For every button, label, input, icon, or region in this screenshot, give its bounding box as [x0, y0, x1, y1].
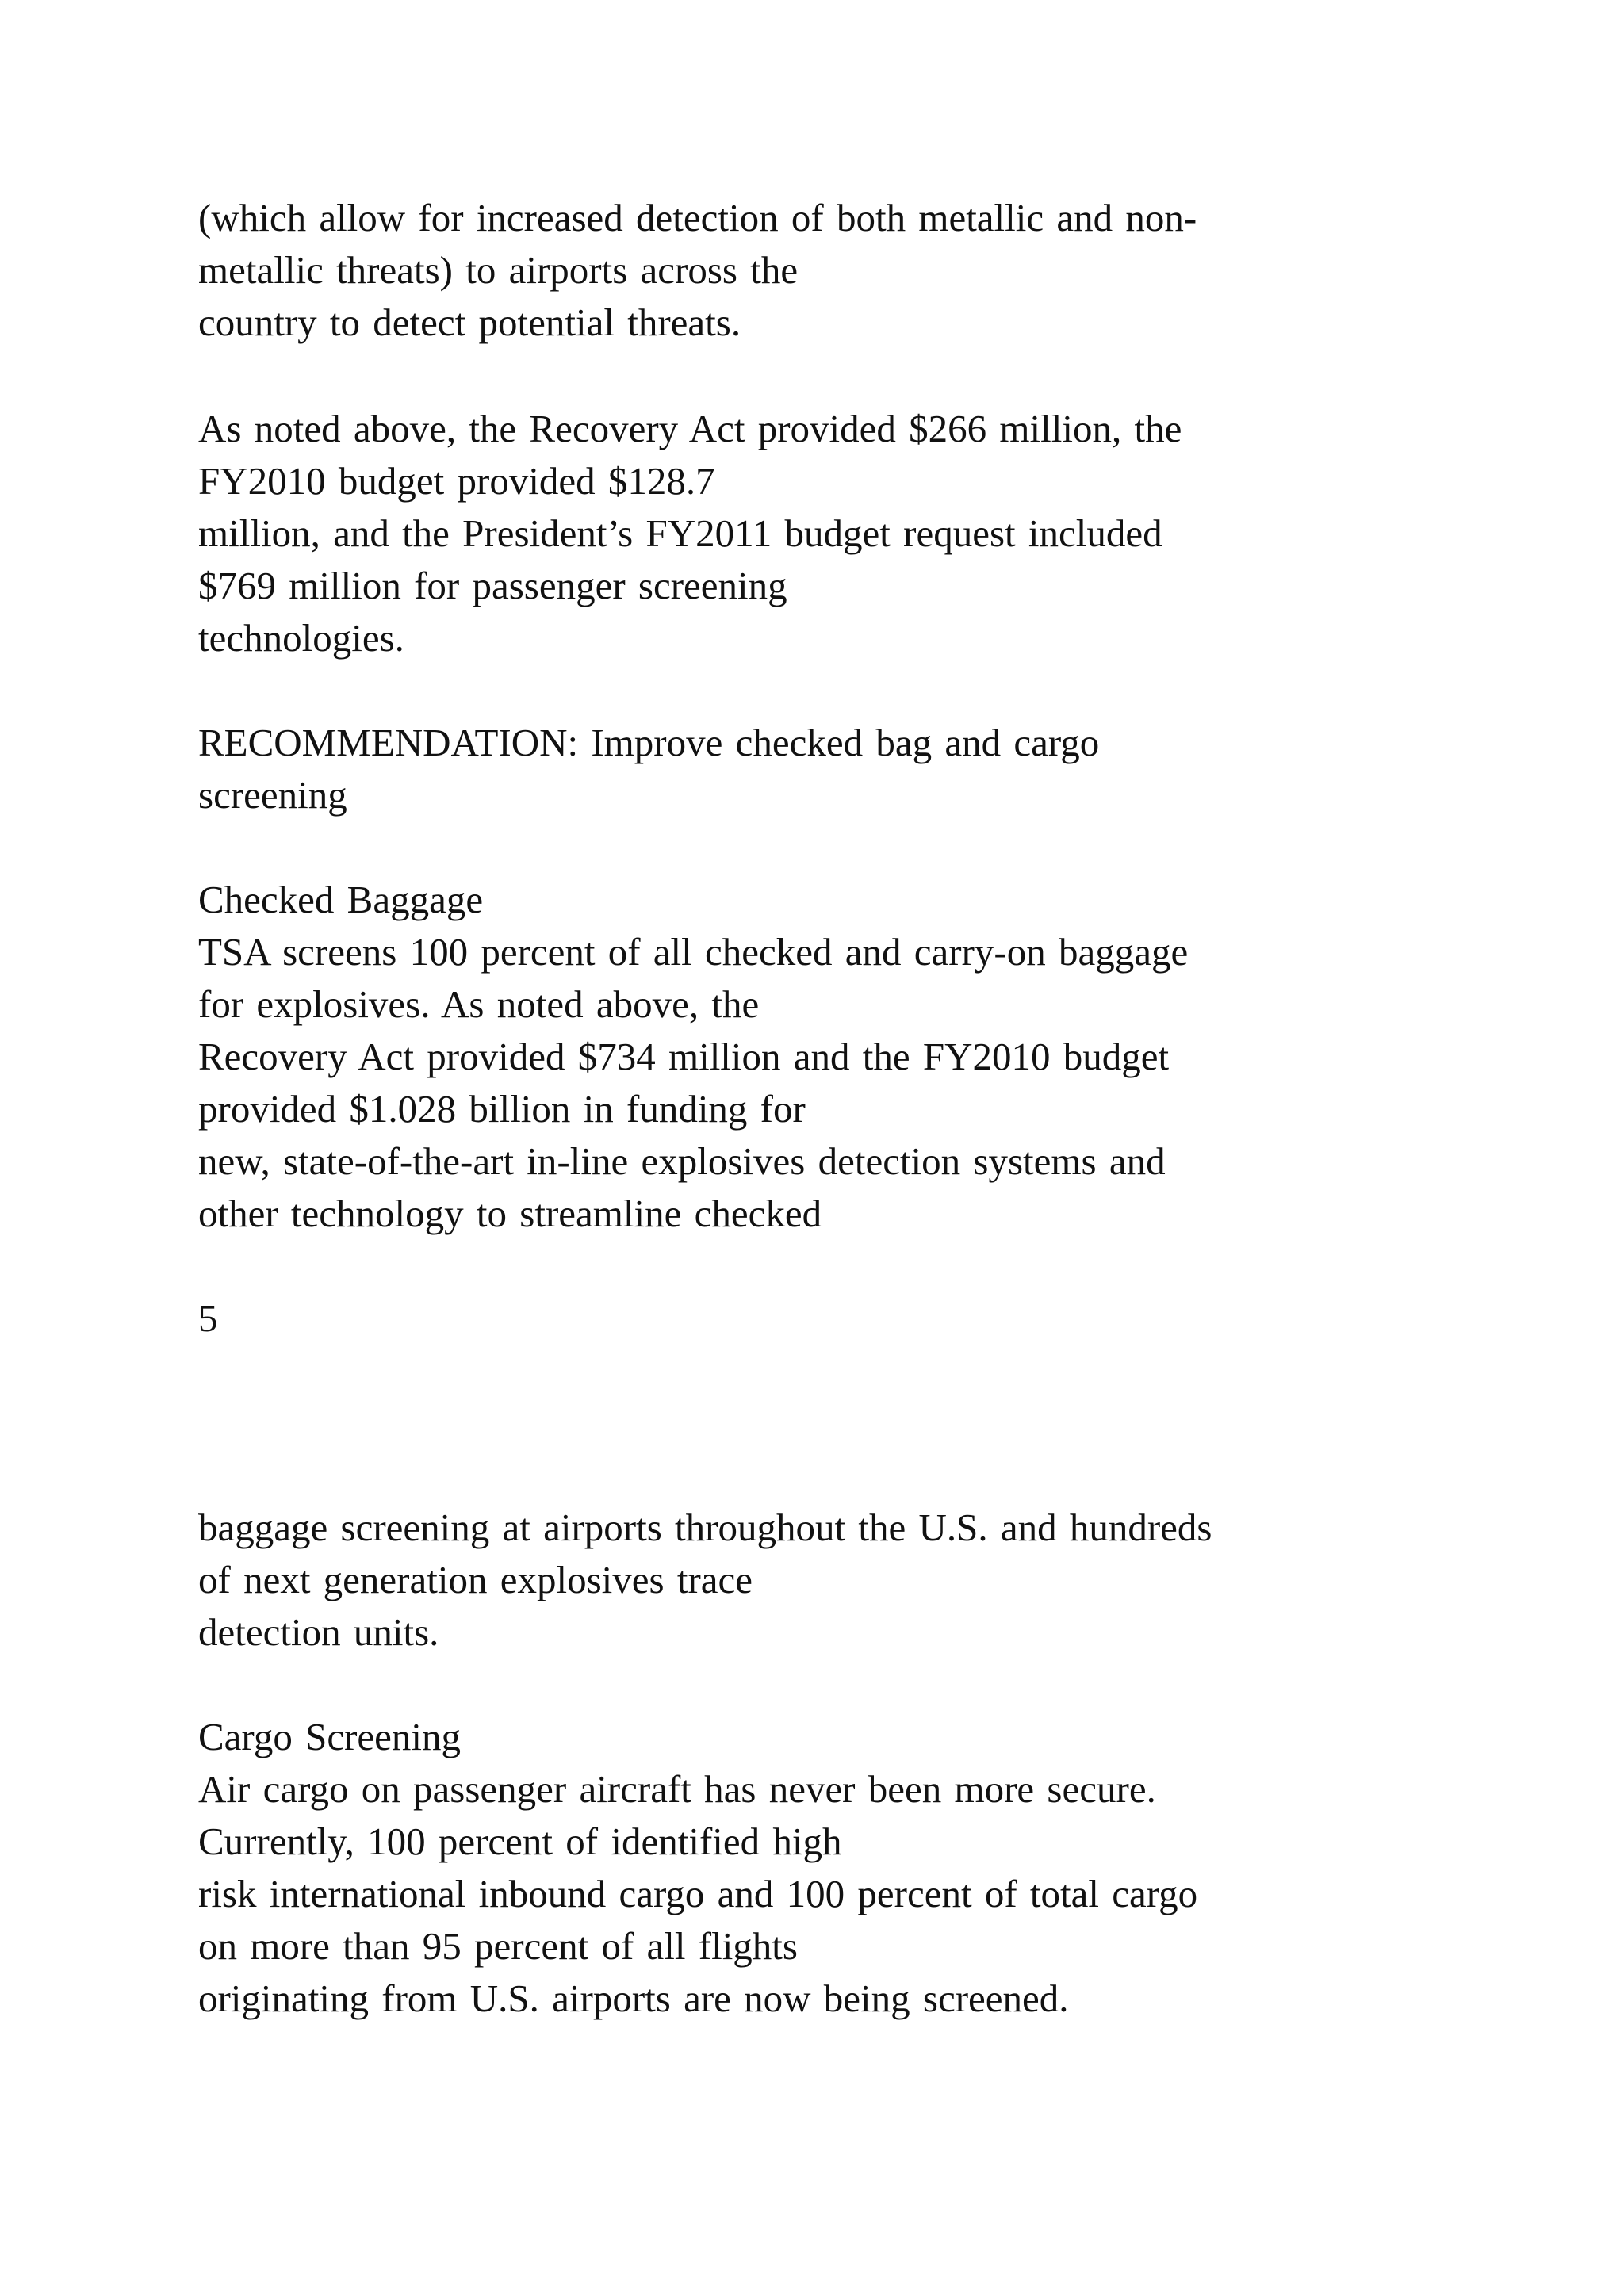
text-line: on more than 95 percent of all flights — [198, 1924, 798, 1968]
text-line: screening — [198, 773, 347, 817]
text-line: new, state-of-the-art in-line explosives detection systems and — [198, 1139, 1166, 1183]
text-line: other technology to streamline checked — [198, 1192, 822, 1235]
text-line: of next generation explosives trace — [198, 1558, 753, 1601]
text-line: provided $1.028 billion in funding for — [198, 1087, 806, 1131]
text-line: Recovery Act provided $734 million and the FY2010 budget — [198, 1035, 1170, 1078]
text-line: TSA screens 100 percent of all checked and carry-on baggage — [198, 930, 1189, 974]
recommendation-heading: RECOMMENDATION: Improve checked bag and cargo — [198, 721, 1100, 764]
text-line: $769 million for passenger screening — [198, 564, 787, 607]
text-line: As noted above, the Recovery Act provided $266 million, the — [198, 407, 1182, 450]
text-line: detection units. — [198, 1610, 439, 1654]
text-line: originating from U.S. airports are now being screened. — [198, 1976, 1069, 2020]
text-line: Currently, 100 percent of identified high — [198, 1820, 842, 1863]
text-line: million, and the President’s FY2011 budget request included — [198, 511, 1162, 555]
text-line: risk international inbound cargo and 100 percent of total cargo — [198, 1872, 1198, 1915]
text-line: baggage screening at airports throughout the U.S. and hundreds — [198, 1506, 1212, 1549]
text-line: FY2010 budget provided $128.7 — [198, 459, 715, 503]
text-line: for explosives. As noted above, the — [198, 982, 760, 1026]
text-line: Air cargo on passenger aircraft has never been more secure. — [198, 1767, 1156, 1811]
text-line: (which allow for increased detection of both metallic and non- — [198, 196, 1197, 239]
section-heading-checked-baggage: Checked Baggage — [198, 878, 484, 921]
page-number: 5 — [198, 1296, 218, 1340]
section-heading-cargo-screening: Cargo Screening — [198, 1715, 462, 1758]
text-line: country to detect potential threats. — [198, 300, 741, 344]
text-line: metallic threats) to airports across the — [198, 248, 799, 292]
text-line: technologies. — [198, 616, 404, 660]
